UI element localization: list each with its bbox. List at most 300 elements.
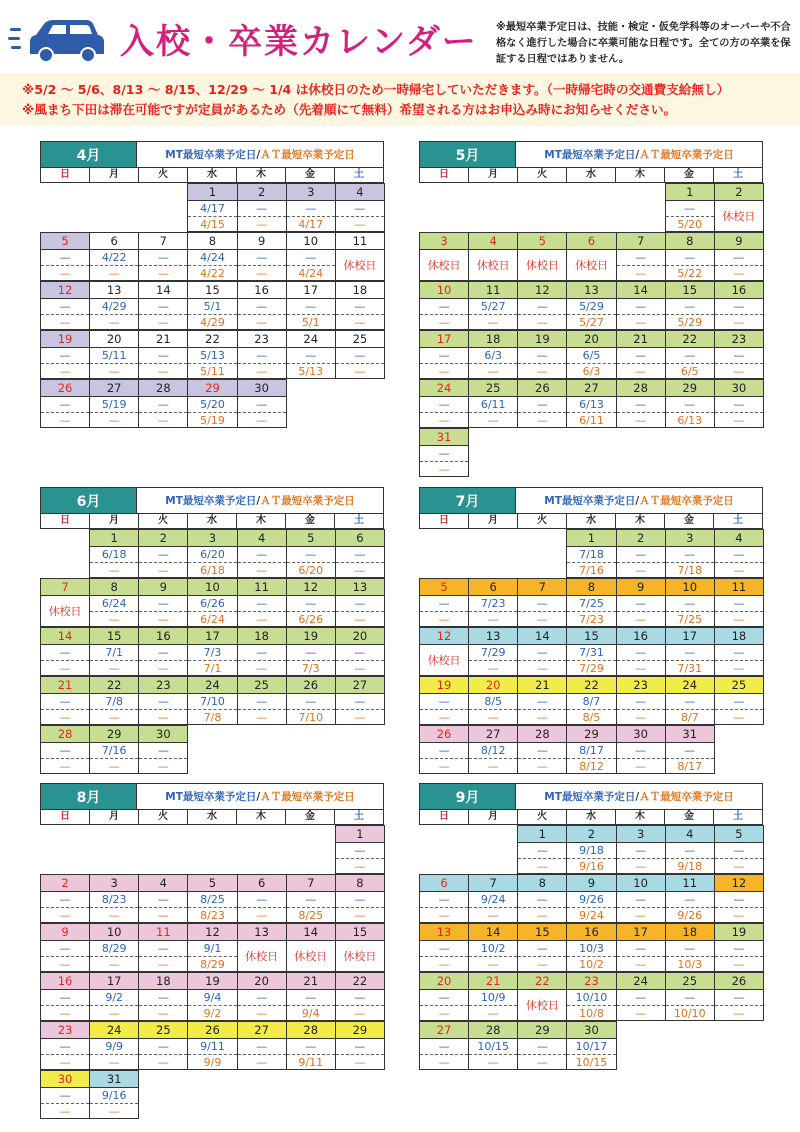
day-cell[interactable] [665,330,715,379]
mt-date: — [139,645,187,661]
day-cell[interactable] [187,281,237,330]
day-cell[interactable] [187,627,237,676]
holiday-label: 休校日 [287,941,335,971]
day-cell[interactable] [237,1021,287,1070]
legend-mt: MT最短卒業予定日 [544,495,636,507]
day-cell[interactable] [237,183,287,232]
day-number: 11 [139,924,187,941]
day-cell[interactable] [665,183,715,232]
day-cell[interactable] [616,281,666,330]
at-date: 7/1 [203,661,222,675]
day-cell[interactable] [335,972,385,1021]
day-cell[interactable] [138,874,188,923]
day-cell[interactable] [89,232,139,281]
day-cell[interactable] [714,578,764,627]
day-cell[interactable] [616,578,666,627]
week-row [40,725,384,774]
day-cell[interactable] [187,972,237,1021]
day-number: 22 [188,331,236,348]
day-cell[interactable] [187,1021,237,1070]
day-cell[interactable] [517,972,567,1021]
day-cell[interactable] [566,923,616,972]
day-cell[interactable] [286,972,336,1021]
day-cell[interactable] [566,725,616,774]
day-cell[interactable] [468,874,518,923]
mt-date: — [617,892,665,908]
day-cell[interactable] [714,923,764,972]
day-cell[interactable] [89,1021,139,1070]
at-date: 7/18 [677,563,703,577]
day-cell[interactable] [237,529,287,578]
mt-date: — [139,299,187,315]
day-cell[interactable] [714,232,764,281]
mt-date: — [336,547,384,563]
day-cell[interactable] [714,874,764,923]
day-cell[interactable] [665,676,715,725]
day-cell[interactable] [237,627,287,676]
weekday-label: 土 [733,515,743,526]
day-cell[interactable] [419,379,469,428]
day-cell[interactable] [566,281,616,330]
weekday-label: 金 [665,168,714,182]
day-cell[interactable] [237,972,287,1021]
day-cell[interactable] [286,578,336,627]
day-cell[interactable] [665,972,715,1021]
legend-mt: MT最短卒業予定日 [544,149,636,161]
day-cell[interactable] [419,578,469,627]
day-cell[interactable] [566,972,616,1021]
day-cell[interactable] [335,874,385,923]
day-cell[interactable] [335,281,385,330]
day-cell[interactable] [138,923,188,972]
day-cell[interactable] [335,923,385,972]
day-number: 24 [420,380,468,397]
at-date: — [536,759,548,773]
day-cell[interactable] [40,1070,90,1119]
day-cell[interactable] [138,529,188,578]
day-number: 28 [139,380,187,397]
day-cell[interactable] [517,923,567,972]
holiday-label: 休校日 [518,990,566,1020]
header-note: ※最短卒業予定日は、技能・検定・仮免学科等のオーバーや不合格なく進行した場合に卒業可能な日程です。全ての方の卒業を保証する日程ではありません。 [496,22,791,65]
day-cell[interactable] [419,627,469,676]
day-cell[interactable] [419,428,469,477]
day-number: 22 [518,973,566,990]
at-date: — [635,661,647,675]
day-cell[interactable] [665,578,715,627]
day-cell[interactable] [616,232,666,281]
day-cell[interactable] [40,379,90,428]
mt-date: 9/4 [188,990,236,1006]
day-number: 2 [139,530,187,547]
day-cell[interactable] [187,676,237,725]
legend [516,784,762,809]
at-date: — [157,661,169,675]
weekday-label: 月 [469,168,518,182]
mt-date: — [617,941,665,957]
weekday-header [40,514,384,529]
day-cell[interactable] [665,725,715,774]
mt-date: — [139,892,187,908]
mt-date: 9/26 [567,892,615,908]
day-cell[interactable] [138,281,188,330]
day-cell[interactable] [517,232,567,281]
day-cell[interactable] [517,1021,567,1070]
legend-mt: MT最短卒業予定日 [544,791,636,803]
week-row [419,1021,763,1070]
day-cell[interactable] [517,379,567,428]
day-number: 8 [518,875,566,892]
day-cell[interactable] [237,281,287,330]
day-cell[interactable] [40,923,90,972]
day-cell[interactable] [714,627,764,676]
day-cell[interactable] [187,183,237,232]
day-number: 29 [518,1022,566,1039]
day-cell[interactable] [286,183,336,232]
day-cell[interactable] [665,825,715,874]
day-cell[interactable] [665,874,715,923]
day-cell[interactable] [237,232,287,281]
day-number: 21 [617,331,665,348]
day-cell[interactable] [517,874,567,923]
day-cell[interactable] [89,627,139,676]
day-cell[interactable] [616,874,666,923]
day-cell[interactable] [335,183,385,232]
day-number: 13 [567,282,615,299]
at-date: — [108,612,120,626]
day-cell[interactable] [665,379,715,428]
day-cell[interactable] [517,825,567,874]
weekday-label: 月 [90,810,139,824]
day-cell[interactable] [468,330,518,379]
day-cell[interactable] [138,627,188,676]
day-cell[interactable] [40,1021,90,1070]
mt-date: — [666,645,714,661]
day-cell[interactable] [89,923,139,972]
day-cell[interactable] [40,874,90,923]
day-cell[interactable] [616,825,666,874]
day-cell[interactable] [616,676,666,725]
day-cell[interactable] [468,725,518,774]
day-cell[interactable] [89,379,139,428]
mt-date: 7/31 [567,645,615,661]
day-cell[interactable] [237,330,287,379]
day-cell[interactable] [237,578,287,627]
day-cell[interactable] [665,627,715,676]
day-cell[interactable] [665,232,715,281]
day-cell[interactable] [40,330,90,379]
day-number: 14 [469,924,517,941]
day-cell[interactable] [40,972,90,1021]
day-cell[interactable] [468,379,518,428]
at-date: — [256,908,268,922]
day-cell[interactable] [616,972,666,1021]
day-cell[interactable] [286,676,336,725]
day-cell[interactable] [714,281,764,330]
mt-date: — [41,397,89,413]
day-cell[interactable] [419,725,469,774]
at-date: — [157,563,169,577]
day-cell[interactable] [468,627,518,676]
day-cell[interactable] [419,1021,469,1070]
day-cell[interactable] [40,676,90,725]
page-header [0,0,800,72]
week-row [40,676,384,725]
day-cell[interactable] [286,1021,336,1070]
day-number: 30 [238,380,286,397]
mt-date: 10/2 [469,941,517,957]
at-date: — [59,957,71,971]
day-cell[interactable] [616,379,666,428]
day-cell[interactable] [517,627,567,676]
day-cell[interactable] [665,923,715,972]
at-date: — [438,1055,450,1069]
day-cell[interactable] [517,578,567,627]
weekday-label: 木 [237,168,286,182]
week-row [419,428,763,477]
day-cell[interactable] [714,379,764,428]
mt-date: 7/23 [469,596,517,612]
day-cell[interactable] [335,825,385,874]
mt-date: — [666,892,714,908]
mt-date: — [420,941,468,957]
day-number: 18 [238,628,286,645]
day-number: 10 [617,875,665,892]
day-number: 26 [41,380,89,397]
at-date: 5/19 [200,413,225,427]
at-date: — [59,1006,71,1020]
day-cell[interactable] [566,529,616,578]
day-number: 3 [420,233,468,250]
day-cell[interactable] [89,972,139,1021]
day-cell[interactable] [468,1021,518,1070]
day-cell[interactable] [187,529,237,578]
day-cell[interactable] [335,578,385,627]
day-cell[interactable] [468,232,518,281]
day-number: 2 [715,184,763,201]
day-number: 2 [567,826,615,843]
day-cell[interactable] [468,578,518,627]
mt-date: — [420,743,468,759]
holiday-label: 休校日 [420,645,468,675]
day-cell[interactable] [419,330,469,379]
day-cell[interactable] [138,972,188,1021]
day-cell[interactable] [714,972,764,1021]
day-cell[interactable] [419,972,469,1021]
day-number: 8 [188,233,236,250]
at-date: 5/29 [677,315,703,329]
day-cell[interactable] [419,232,469,281]
weekday-label: 水 [188,168,237,182]
day-number: 28 [617,380,665,397]
day-number: 16 [617,628,665,645]
mt-date: — [238,348,286,364]
mt-date: — [518,397,566,413]
mt-date: — [287,250,335,266]
week-row [40,825,384,874]
day-cell[interactable] [517,330,567,379]
mt-date: — [238,250,286,266]
day-cell[interactable] [40,578,90,627]
day-cell[interactable] [89,1070,139,1119]
day-cell[interactable] [566,578,616,627]
day-cell[interactable] [237,923,287,972]
day-cell[interactable] [517,676,567,725]
day-cell[interactable] [566,330,616,379]
day-cell[interactable] [335,232,385,281]
day-cell[interactable] [566,676,616,725]
mt-date: 9/9 [90,1039,138,1055]
day-cell[interactable] [286,281,336,330]
day-cell[interactable] [138,232,188,281]
day-cell[interactable] [419,874,469,923]
week-row [40,1021,384,1070]
week-row [40,972,384,1021]
day-number: 13 [90,282,138,299]
day-cell[interactable] [89,330,139,379]
day-number: 15 [518,924,566,941]
mt-date: 9/1 [188,941,236,957]
day-cell[interactable] [665,281,715,330]
day-cell[interactable] [665,529,715,578]
day-cell[interactable] [517,725,567,774]
weekday-label: 水 [188,514,237,528]
at-date: — [256,1055,268,1069]
day-cell[interactable] [286,923,336,972]
legend [516,488,762,513]
day-cell[interactable] [335,330,385,379]
day-number: 27 [567,380,615,397]
day-cell[interactable] [714,825,764,874]
day-cell[interactable] [468,281,518,330]
day-cell[interactable] [714,676,764,725]
day-cell[interactable] [138,578,188,627]
day-cell[interactable] [616,529,666,578]
day-cell[interactable] [419,281,469,330]
day-cell[interactable] [714,529,764,578]
day-cell[interactable] [566,232,616,281]
week-row [419,578,763,627]
day-cell[interactable] [286,627,336,676]
day-cell[interactable] [335,676,385,725]
week-row [40,874,384,923]
day-cell[interactable] [40,725,90,774]
day-cell[interactable] [138,1021,188,1070]
day-cell[interactable] [89,578,139,627]
day-cell[interactable] [138,379,188,428]
day-cell[interactable] [237,676,287,725]
day-cell[interactable] [616,923,666,972]
at-date: — [487,364,499,378]
day-cell[interactable] [566,1021,616,1070]
day-cell[interactable] [335,529,385,578]
mt-date: — [666,250,714,266]
day-cell[interactable] [517,281,567,330]
day-cell[interactable] [89,529,139,578]
at-date: — [256,315,268,329]
legend-slash: / [635,148,640,161]
day-number: 6 [90,233,138,250]
day-cell[interactable] [335,1021,385,1070]
at-date: — [438,413,450,427]
day-cell[interactable] [89,676,139,725]
day-cell[interactable] [40,281,90,330]
day-cell[interactable] [138,330,188,379]
week-row [419,627,763,676]
day-number: 5 [287,530,335,547]
at-date: — [733,661,745,675]
day-cell[interactable] [335,627,385,676]
day-cell[interactable] [566,627,616,676]
month-label: 8月 [41,784,137,809]
mt-date: — [287,201,335,217]
day-cell[interactable] [138,725,188,774]
day-cell[interactable] [419,676,469,725]
legend [137,784,383,809]
day-cell[interactable] [286,330,336,379]
day-cell[interactable] [40,627,90,676]
at-date: — [59,1055,71,1069]
day-cell[interactable] [187,578,237,627]
day-cell[interactable] [616,725,666,774]
day-cell[interactable] [468,972,518,1021]
day-cell[interactable] [187,232,237,281]
at-date: — [108,1055,120,1069]
day-cell[interactable] [89,725,139,774]
mt-date: — [518,348,566,364]
day-cell[interactable] [89,281,139,330]
day-number: 20 [567,331,615,348]
day-cell[interactable] [616,330,666,379]
day-cell[interactable] [138,676,188,725]
at-date: — [59,364,71,378]
day-cell[interactable] [89,874,139,923]
day-cell[interactable] [566,379,616,428]
day-number: 26 [420,726,468,743]
mt-date: — [41,694,89,710]
day-cell[interactable] [286,529,336,578]
day-cell[interactable] [237,874,287,923]
day-cell[interactable] [419,923,469,972]
day-cell[interactable] [187,330,237,379]
at-date: — [733,1006,745,1020]
day-cell[interactable] [714,330,764,379]
weekday-header [40,168,384,183]
at-date: — [354,315,366,329]
mt-date: — [238,645,286,661]
week-row [40,529,384,578]
day-cell[interactable] [286,874,336,923]
day-cell[interactable] [187,923,237,972]
day-number: 7 [287,875,335,892]
day-cell[interactable] [237,379,287,428]
holiday-label: 休校日 [336,941,384,971]
day-cell[interactable] [468,923,518,972]
day-cell[interactable] [566,874,616,923]
mt-date: — [518,694,566,710]
day-cell[interactable] [566,825,616,874]
day-cell[interactable] [187,874,237,923]
day-cell[interactable] [187,379,237,428]
day-cell[interactable] [714,183,764,232]
day-cell[interactable] [40,232,90,281]
mt-date: 7/16 [90,743,138,759]
at-date: 10/8 [579,1006,604,1020]
legend-at: ＡＴ最短卒業予定日 [639,495,734,507]
day-cell[interactable] [286,232,336,281]
day-cell[interactable] [468,676,518,725]
day-cell[interactable] [616,627,666,676]
